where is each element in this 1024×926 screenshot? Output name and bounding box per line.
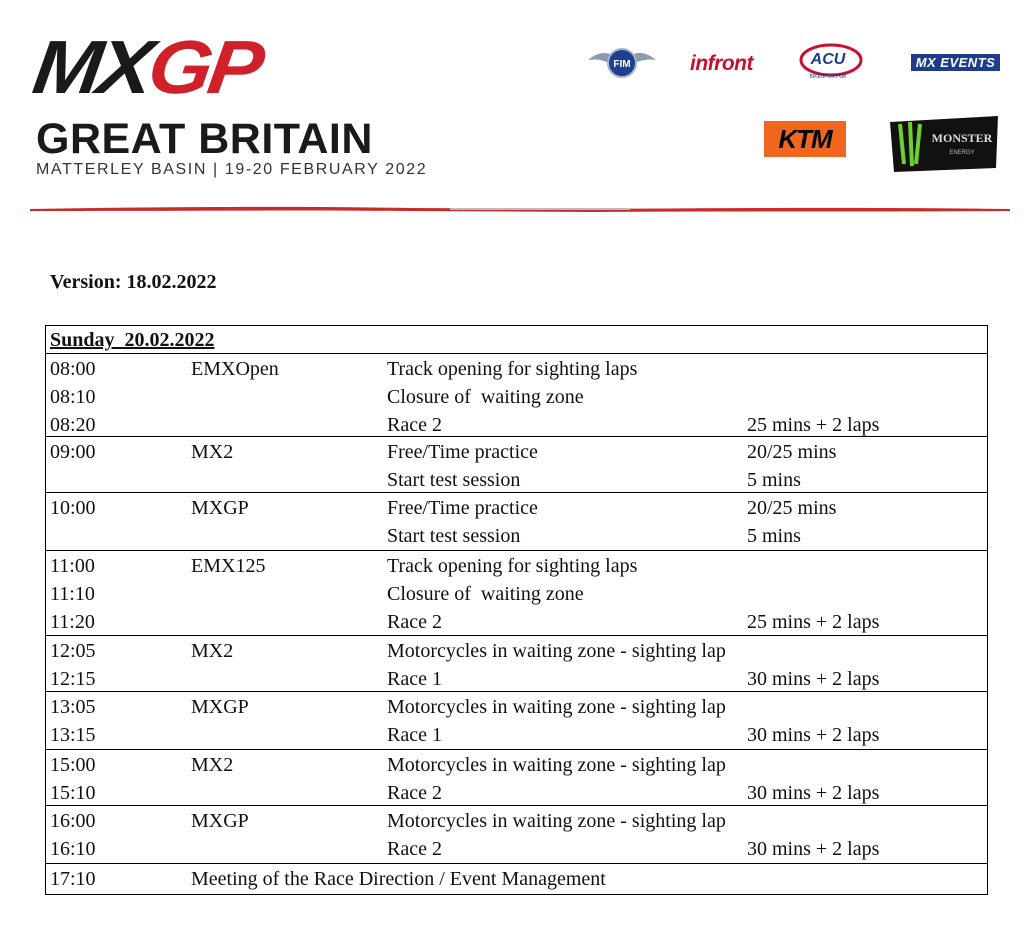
activity-cell: Motorcycles in waiting zone - sighting lap (387, 640, 726, 662)
monster-energy-logo (886, 112, 1002, 176)
schedule-body (46, 354, 987, 892)
duration-cell: 30 mins + 2 laps (747, 838, 880, 860)
duration-cell: 20/25 mins (747, 441, 837, 463)
time-cell: 11:20 (50, 611, 95, 633)
duration-cell: 5 mins (747, 525, 801, 547)
schedule-row (46, 521, 987, 549)
fim-logo-text: FIM (613, 59, 631, 70)
activity-cell: Motorcycles in waiting zone - sighting lap (387, 810, 726, 832)
class-cell: MXGP (191, 810, 249, 832)
schedule-row (46, 720, 987, 748)
schedule-row (46, 778, 987, 806)
activity-cell: Race 1 (387, 668, 442, 690)
time-cell: 16:00 (50, 810, 96, 832)
time-cell: 17:10 (50, 868, 96, 890)
schedule-block (46, 354, 987, 437)
activity-cell: Start test session (387, 469, 521, 491)
class-cell: Meeting of the Race Direction / Event Management (191, 868, 606, 890)
duration-cell: 25 mins + 2 laps (747, 414, 880, 436)
activity-cell: Track opening for sighting laps (387, 358, 638, 380)
monster-logo-text: MONSTER (931, 131, 993, 145)
schedule-block (46, 750, 987, 806)
infront-logo: infront (690, 52, 753, 75)
schedule-row (46, 437, 987, 465)
time-cell: 08:10 (50, 386, 96, 408)
duration-cell: 30 mins + 2 laps (747, 668, 880, 690)
day-header (46, 326, 987, 354)
schedule-block (46, 493, 987, 551)
schedule-block (46, 636, 987, 692)
activity-cell: Race 2 (387, 782, 442, 804)
time-cell: 13:05 (50, 696, 96, 718)
duration-cell: 5 mins (747, 469, 801, 491)
mxgp-logo (28, 25, 266, 110)
event-title: GREAT BRITAIN (36, 115, 373, 163)
schedule-row (46, 607, 987, 635)
logo-mx-text: MX (28, 25, 155, 110)
acu-logo-text: ACU (810, 51, 846, 68)
class-cell: EMXOpen (191, 358, 279, 380)
schedule-row (46, 410, 987, 438)
ktm-logo: KTM (764, 121, 846, 157)
activity-cell: Race 2 (387, 611, 442, 633)
activity-cell: Start test session (387, 525, 521, 547)
red-brush-stroke (30, 203, 1010, 215)
schedule-row (46, 551, 987, 579)
duration-cell: 30 mins + 2 laps (747, 782, 880, 804)
schedule-row (46, 579, 987, 607)
time-cell: 10:00 (50, 497, 96, 519)
time-cell: 12:15 (50, 668, 96, 690)
time-cell: 15:00 (50, 754, 96, 776)
class-cell: MX2 (191, 754, 234, 776)
activity-cell: Closure of waiting zone (387, 583, 584, 605)
logo-gp-text: GP (143, 25, 266, 110)
schedule-block (46, 806, 987, 864)
acu-logo-subtext: BIKESPORT GB (809, 74, 847, 80)
time-cell: 08:00 (50, 358, 96, 380)
schedule-row (46, 834, 987, 862)
class-cell: EMX125 (191, 555, 266, 577)
schedule-row (46, 806, 987, 834)
mx-events-logo: MX EVENTS (911, 54, 1000, 71)
duration-cell: 20/25 mins (747, 497, 837, 519)
activity-cell: Closure of waiting zone (387, 386, 584, 408)
activity-cell: Race 2 (387, 414, 442, 436)
day-label: Sunday 20.02.2022 (50, 329, 215, 351)
schedule-block (46, 864, 987, 892)
schedule-row (46, 465, 987, 493)
activity-cell: Motorcycles in waiting zone - sighting lap (387, 696, 726, 718)
activity-cell: Race 2 (387, 838, 442, 860)
class-cell: MXGP (191, 497, 249, 519)
schedule-row (46, 750, 987, 778)
activity-cell: Track opening for sighting laps (387, 555, 638, 577)
schedule-block (46, 551, 987, 636)
activity-cell: Free/Time practice (387, 497, 538, 519)
schedule-row (46, 692, 987, 720)
class-cell: MX2 (191, 640, 234, 662)
event-subtitle: MATTERLEY BASIN | 19-20 FEBRUARY 2022 (36, 161, 428, 178)
fim-logo (586, 44, 658, 80)
acu-logo (798, 42, 864, 82)
schedule-table (45, 325, 988, 895)
time-cell: 08:20 (50, 414, 96, 436)
duration-cell: 25 mins + 2 laps (747, 611, 880, 633)
class-cell: MXGP (191, 696, 249, 718)
time-cell: 15:10 (50, 782, 96, 804)
schedule-row (46, 382, 987, 410)
version-label: Version: 18.02.2022 (50, 271, 217, 293)
time-cell: 16:10 (50, 838, 96, 860)
activity-cell: Free/Time practice (387, 441, 538, 463)
schedule-block (46, 437, 987, 493)
time-cell: 11:00 (50, 555, 95, 577)
schedule-row (46, 493, 987, 521)
schedule-block (46, 692, 987, 750)
duration-cell: 30 mins + 2 laps (747, 724, 880, 746)
schedule-row (46, 664, 987, 692)
class-cell: MX2 (191, 441, 234, 463)
schedule-row (46, 354, 987, 382)
monster-logo-subtext: ENERGY (949, 150, 975, 156)
time-cell: 12:05 (50, 640, 96, 662)
activity-cell: Motorcycles in waiting zone - sighting lap (387, 754, 726, 776)
time-cell: 11:10 (50, 583, 95, 605)
time-cell: 13:15 (50, 724, 96, 746)
time-cell: 09:00 (50, 441, 96, 463)
schedule-row (46, 864, 987, 892)
schedule-row (46, 636, 987, 664)
activity-cell: Race 1 (387, 724, 442, 746)
